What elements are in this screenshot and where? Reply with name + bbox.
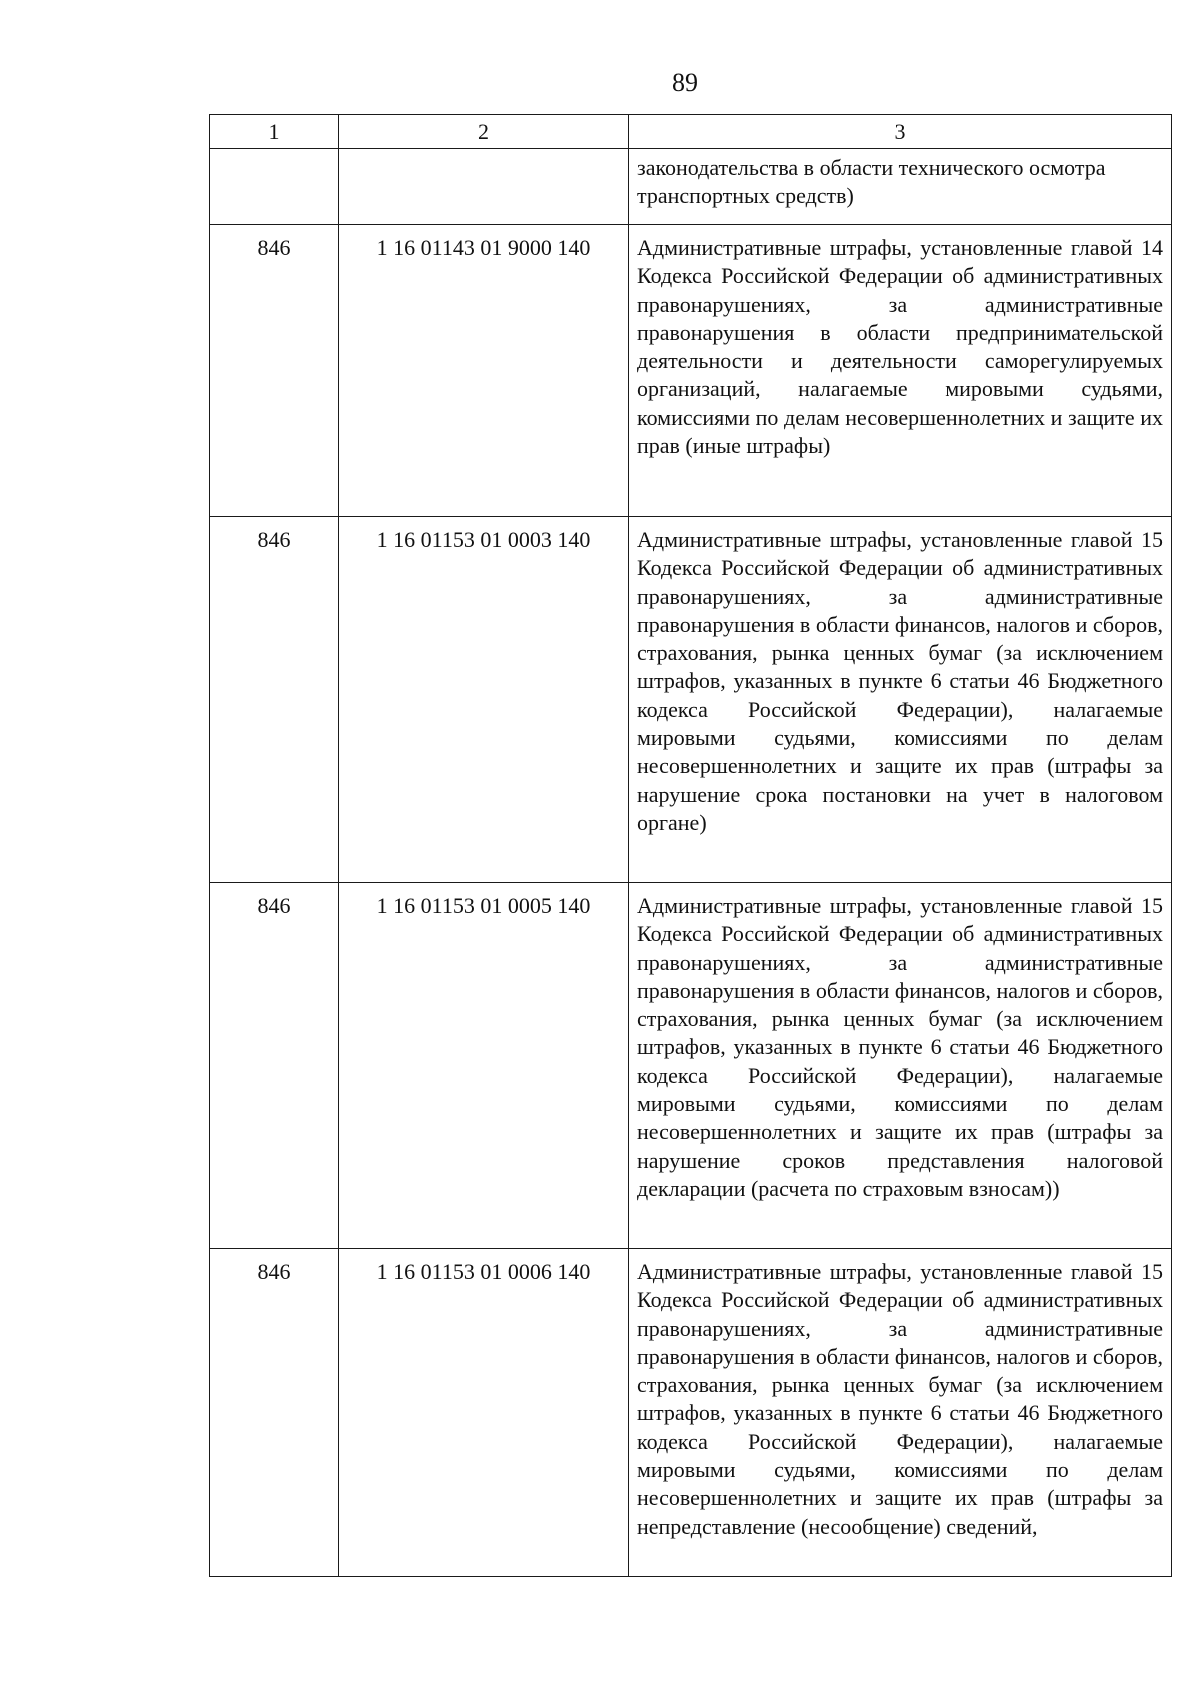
budget-code-cell	[339, 149, 629, 225]
table-row	[210, 225, 1172, 517]
column-header-1: 1	[210, 115, 339, 149]
revenue-name-cell: Административные штрафы, установленные главой 14 Кодекса Российской Федерации об административных правонарушениях, за административные правонарушения в области предпринимательской деятельности и деятельности саморегулируемых организаций, налагаемые мировыми судьями, комиссиями по делам несовершеннолетних и защите их прав (иные штрафы)	[629, 225, 1172, 517]
budget-code-cell: 1 16 01153 01 0003 140	[339, 517, 629, 883]
table-row	[210, 517, 1172, 883]
table-row-continuation	[210, 149, 1172, 225]
admin-code-cell: 846	[210, 1249, 339, 1577]
budget-code-cell: 1 16 01153 01 0006 140	[339, 1249, 629, 1577]
revenue-name-cell: законодательства в области технического осмотра транспортных средств)	[629, 149, 1172, 225]
admin-code-cell: 846	[210, 225, 339, 517]
table-row	[210, 1249, 1172, 1577]
column-header-3: 3	[629, 115, 1172, 149]
budget-code-cell: 1 16 01143 01 9000 140	[339, 225, 629, 517]
table-header-row	[210, 115, 1172, 149]
admin-code-cell	[210, 149, 339, 225]
revenue-name-cell: Административные штрафы, установленные главой 15 Кодекса Российской Федерации об административных правонарушениях, за административные правонарушения в области финансов, налогов и сборов, страхования, рынка ценных бумаг (за исключением штрафов, указанных в пункте 6 статьи 46 Бюджетного кодекса Российской Федерации), налагаемые мировыми судьями, комиссиями по делам несовершеннолетних и защите их прав (штрафы за непредставление (несообщение) сведений,	[629, 1249, 1172, 1577]
admin-code-cell: 846	[210, 883, 339, 1249]
column-header-2: 2	[339, 115, 629, 149]
admin-code-cell: 846	[210, 517, 339, 883]
revenue-name-cell: Административные штрафы, установленные главой 15 Кодекса Российской Федерации об административных правонарушениях, за административные правонарушения в области финансов, налогов и сборов, страхования, рынка ценных бумаг (за исключением штрафов, указанных в пункте 6 статьи 46 Бюджетного кодекса Российской Федерации), налагаемые мировыми судьями, комиссиями по делам несовершеннолетних и защите их прав (штрафы за нарушение сроков представления налоговой декларации (расчета по страховым взносам))	[629, 883, 1172, 1249]
table-row	[210, 883, 1172, 1249]
page-number: 89	[672, 68, 698, 97]
budget-classification-table	[209, 114, 1172, 1577]
revenue-name-cell: Административные штрафы, установленные главой 15 Кодекса Российской Федерации об административных правонарушениях, за административные правонарушения в области финансов, налогов и сборов, страхования, рынка ценных бумаг (за исключением штрафов, указанных в пункте 6 статьи 46 Бюджетного кодекса Российской Федерации), налагаемые мировыми судьями, комиссиями по делам несовершеннолетних и защите их прав (штрафы за нарушение срока постановки на учет в налоговом органе)	[629, 517, 1172, 883]
budget-code-cell: 1 16 01153 01 0005 140	[339, 883, 629, 1249]
